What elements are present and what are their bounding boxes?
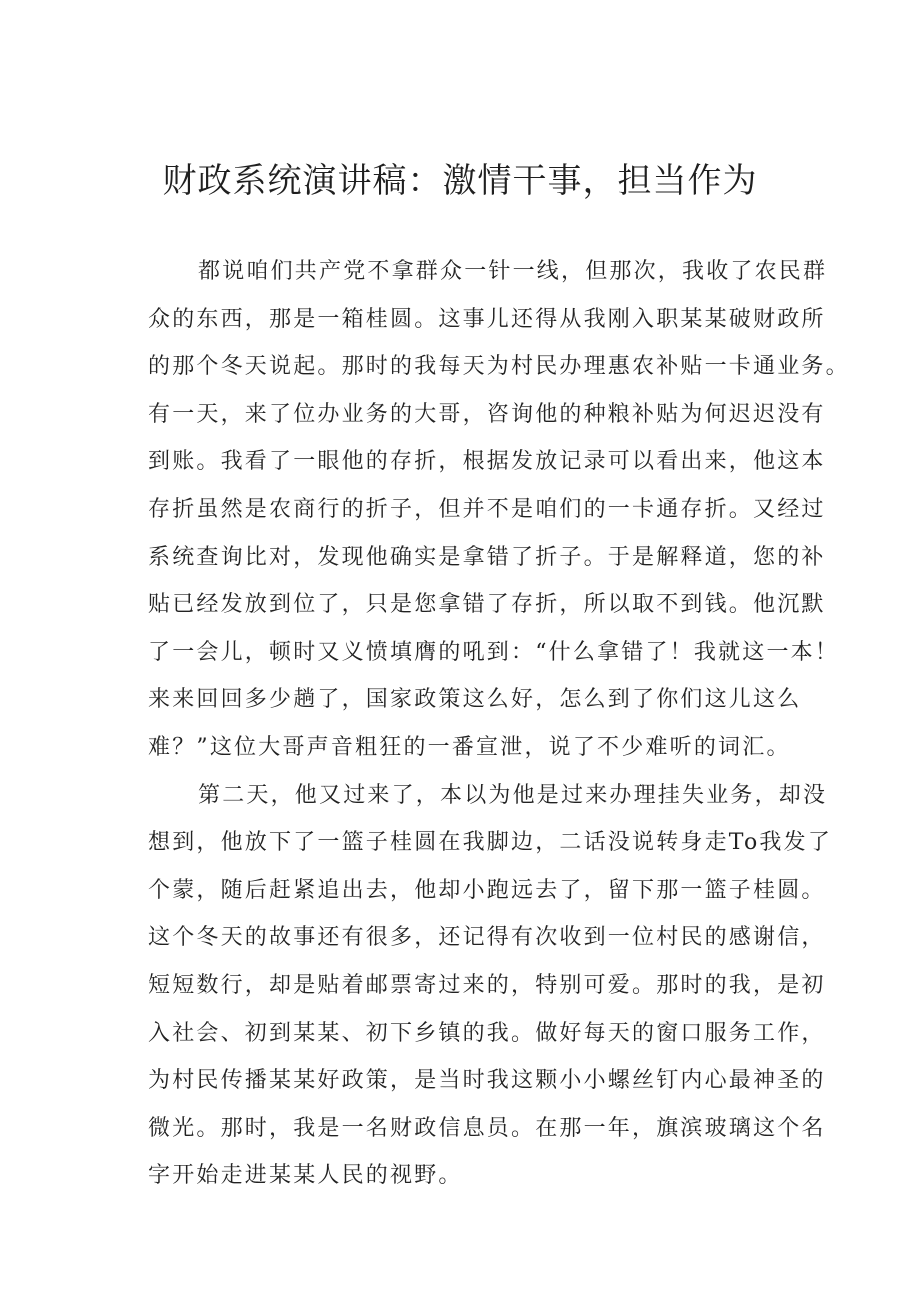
paragraph-line: 字开始走进某某人民的视野。: [148, 1163, 463, 1189]
paragraph-line: 微光。那时，我是一名财政信息员。在那一年，旗滨玻璃这个名: [148, 1115, 826, 1141]
paragraph-line: 贴已经发放到位了，只是您拿错了存折，所以取不到钱。他沉默: [148, 592, 826, 618]
paragraph-line: 难？”这位大哥声音粗狂的一番宣泄，说了不少难听的词汇。: [148, 734, 791, 760]
paragraph-line: 这个冬天的故事还有很多，还记得有次收到一位村民的感谢信，: [148, 925, 826, 951]
paragraph-line: 系统查询比对，发现他确实是拿错了折子。于是解释道，您的补: [148, 544, 826, 570]
paragraph-line: 个蒙，随后赶紧追出去，他却小跑远去了，留下那一篮子桂圆。: [148, 877, 826, 903]
paragraph-line: 到账。我看了一眼他的存折，根据发放记录可以看出来，他这本: [148, 449, 826, 475]
paragraph-line: 都说咱们共产党不拿群众一针一线，但那次，我收了农民群: [198, 259, 828, 284]
paragraph-line: 众的东西，那是一箱桂圆。这事儿还得从我刚入职某某破财政所: [148, 306, 826, 332]
paragraph-line: 入社会、初到某某、初下乡镇的我。做好每天的窗口服务工作，: [148, 1020, 826, 1046]
paragraph-2: [148, 772, 833, 1200]
document-body: [148, 248, 850, 1200]
paragraph-line: 的那个冬天说起。那时的我每天为村民办理惠农补贴一卡通业务。: [148, 354, 850, 380]
paragraph-line: 短短数行，却是贴着邮票寄过来的，特别可爱。那时的我，是初: [148, 972, 826, 998]
paragraph-line: 第二天，他又过来了，本以为他是过来办理挂失业务，却没: [198, 782, 828, 808]
paragraph-line: 了一会儿，顿时又义愤填膺的吼到：“什么拿错了！我就这一本！: [148, 639, 840, 665]
paragraph-line: 想到，他放下了一篮子桂圆在我脚边，二话没说转身走To我发了: [148, 830, 833, 856]
paragraph-line: 为村民传播某某好政策，是当时我这颗小小螺丝钉内心最神圣的: [148, 1068, 826, 1094]
paragraph-line: 存折虽然是农商行的折子，但并不是咱们的一卡通存折。又经过: [148, 496, 826, 522]
paragraph-line: 来来回回多少趟了，国家政策这么好，怎么到了你们这儿这么: [148, 687, 802, 713]
document-title: 财政系统演讲稿：激情干事，担当作为: [162, 161, 758, 201]
paragraph-line: 有一天，来了位办业务的大哥，咨询他的种粮补贴为何迟迟没有: [148, 401, 826, 427]
paragraph-1: [148, 248, 850, 772]
